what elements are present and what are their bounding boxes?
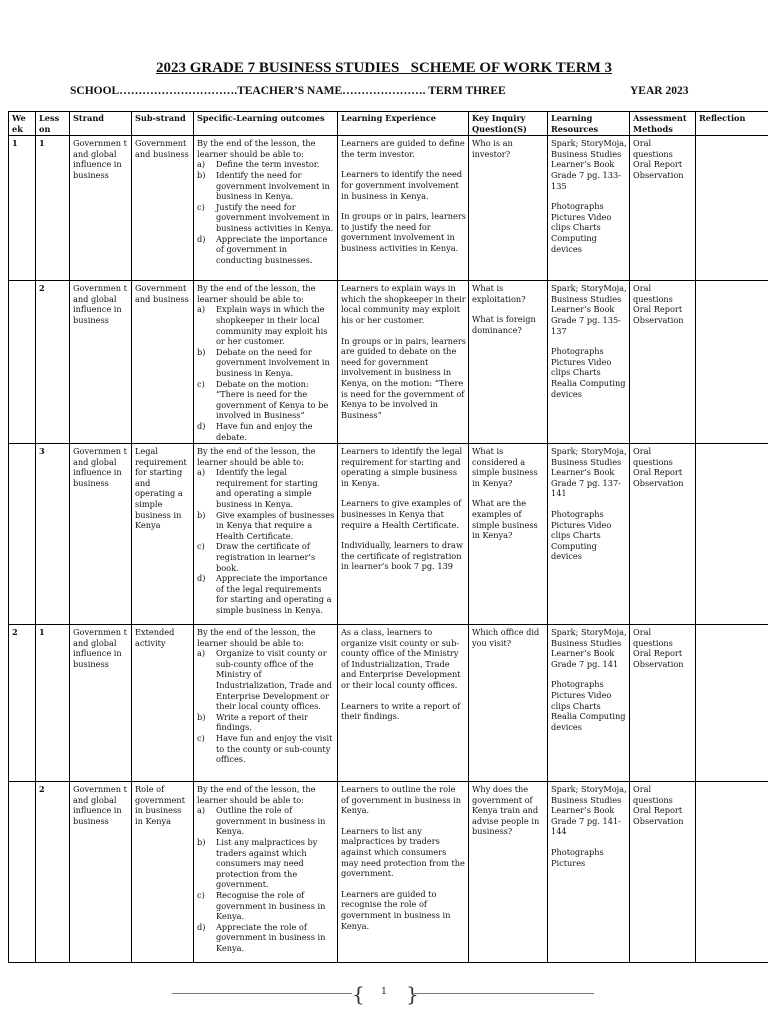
experience-cell — [338, 444, 469, 625]
outcome-marker: d) — [197, 233, 206, 244]
outcome-item — [197, 922, 335, 954]
assessment-cell: Oral questions Oral Report Observation — [630, 136, 696, 281]
resources-cell-paragraph: Photographs Pictures Video clips Charts Realia Computing devices — [551, 679, 626, 732]
reflection-cell — [696, 782, 768, 963]
outcome-marker: c) — [197, 378, 205, 389]
assessment-cell: Oral questions Oral Report Observation — [630, 625, 696, 782]
strand-cell: Governmen t and global influence in business — [70, 281, 132, 444]
outcome-text: Identify the legal requirement for starting and operating a simple business in Kenya. — [216, 467, 318, 510]
lesson-cell: 2 — [36, 281, 70, 444]
outcome-text: Appreciate the importance of the legal requirements for starting and operating a simple business in Kenya. — [216, 573, 332, 615]
footer-brace-right: } — [406, 982, 419, 1006]
inquiry-question-cell-paragraph: What is foreign dominance? — [472, 314, 536, 335]
outcomes-cell — [194, 782, 338, 963]
week-cell: 1 — [9, 136, 36, 281]
experience-cell-paragraph: Learners are guided to define the term investor. — [341, 138, 465, 159]
year-label: YEAR 2023 — [630, 85, 689, 97]
outcome-text: Give examples of businesses in Kenya that require a Health Certificate. — [216, 509, 335, 541]
outcome-item — [197, 170, 335, 202]
substrand-cell: Role of government in business in Kenya — [132, 782, 194, 963]
table-row — [9, 444, 768, 625]
column-header-outcomes: Specific-Learning outcomes — [194, 112, 338, 136]
experience-cell-paragraph: As a class, learners to organize visit county or sub-county office of the Ministry of Industrialization, Trade and Enterprise Development or their local county offices. — [341, 627, 461, 691]
resources-cell-paragraph: Photographs Pictures Video clips Charts Realia Computing devices — [551, 346, 626, 399]
outcome-item — [197, 159, 335, 170]
outcome-text: Justify the need for government involvement in business activities in Kenya. — [216, 201, 334, 233]
experience-cell-paragraph: Individually, learners to draw the certificate of registration in learner’s book 7 pg. 139 — [341, 540, 463, 572]
outcome-marker: a) — [197, 467, 206, 478]
week-cell — [9, 281, 36, 444]
outcome-marker: c) — [197, 541, 205, 552]
outcome-item — [197, 421, 335, 442]
strand-cell: Governmen t and global influence in business — [70, 136, 132, 281]
outcome-item — [197, 467, 335, 509]
strand-cell: Governmen t and global influence in business — [70, 625, 132, 782]
inquiry-question-cell — [469, 625, 548, 782]
outcome-marker: a) — [197, 304, 206, 315]
column-header-resources: Learning Resources — [548, 112, 630, 136]
outcome-item — [197, 712, 335, 733]
outcome-marker: d) — [197, 921, 206, 932]
inquiry-question-cell — [469, 782, 548, 963]
footer-brace-left: { — [352, 982, 365, 1006]
experience-cell-paragraph: Learners to list any malpractices by traders against which consumers may need protection from the government. — [341, 825, 465, 879]
outcome-text: Draw the certificate of registration in learner’s book. — [216, 541, 316, 573]
inquiry-question-cell-paragraph: What is exploitation? — [472, 283, 526, 304]
experience-cell-paragraph: Learners to write a report of their findings. — [341, 700, 461, 722]
column-header-reflection: Reflection — [696, 112, 768, 136]
outcomes-list — [197, 467, 335, 615]
outcome-text: Write a report of their findings. — [216, 711, 309, 733]
column-header-lesson: Less on — [36, 112, 70, 136]
outcomes-intro: By the end of the lesson, the learner should be able to: — [197, 138, 316, 159]
outcome-marker: a) — [197, 648, 206, 659]
outcomes-intro: By the end of the lesson, the learner should be able to: — [197, 446, 316, 467]
table-row — [9, 281, 768, 444]
outcomes-list — [197, 304, 335, 442]
reflection-cell — [696, 625, 768, 782]
strand-cell: Governmen t and global influence in business — [70, 782, 132, 963]
footer-rule-right — [414, 993, 594, 994]
inquiry-question-cell-paragraph: Why does the government of Kenya train and advise people in business? — [472, 784, 540, 837]
outcome-text: Appreciate the importance of government in conducting businesses. — [216, 233, 328, 265]
outcomes-cell — [194, 625, 338, 782]
resources-cell-paragraph: Spark; StoryMoja, Business Studies Learner’s Book Grade 7 pg. 135-137 — [551, 283, 627, 336]
table-header-row — [9, 112, 768, 136]
outcome-text: Have fun and enjoy the visit to the county or sub-county offices. — [216, 733, 333, 765]
outcome-marker: d) — [197, 420, 206, 431]
outcome-text: Debate on the motion: “There is need for the government of Kenya to be involved in Business” — [216, 378, 329, 421]
outcome-text: Recognise the role of government in business in Kenya. — [216, 890, 326, 922]
outcomes-cell — [194, 136, 338, 281]
column-header-experience: Learning Experience — [338, 112, 469, 136]
column-header-questions: Key Inquiry Question(S) — [469, 112, 548, 136]
lesson-cell: 2 — [36, 782, 70, 963]
inquiry-question-cell-paragraph: What is considered a simple business in Kenya? — [472, 446, 538, 488]
substrand-cell: Extended activity — [132, 625, 194, 782]
experience-cell-paragraph: In groups or in pairs, learners to justify the need for government involvement in business activities in Kenya. — [341, 211, 467, 253]
column-header-substrand: Sub-strand — [132, 112, 194, 136]
outcomes-list — [197, 805, 335, 953]
experience-cell-paragraph: Learners to outline the role of government in business in Kenya. — [341, 784, 462, 816]
week-cell: 2 — [9, 625, 36, 782]
resources-cell — [548, 136, 630, 281]
outcome-item — [197, 379, 335, 421]
resources-cell-paragraph: Spark; StoryMoja, Business Studies Learner’s Book Grade 7 pg. 141-144 — [551, 784, 627, 837]
outcomes-intro: By the end of the lesson, the learner should be able to: — [197, 283, 316, 304]
table-row — [9, 136, 768, 281]
outcomes-cell — [194, 444, 338, 625]
scheme-of-work-table — [8, 111, 768, 963]
experience-cell — [338, 281, 469, 444]
resources-cell-paragraph: Photographs Pictures — [551, 847, 604, 868]
resources-cell-paragraph: Photographs Pictures Video clips Charts Computing devices — [551, 201, 612, 254]
experience-cell-paragraph: Learners to give examples of businesses in Kenya that require a Health Certificate. — [341, 498, 462, 530]
outcomes-list — [197, 648, 335, 765]
outcome-item — [197, 234, 335, 266]
outcome-marker: b) — [197, 711, 206, 722]
outcome-text: Explain ways in which the shopkeeper in their local community may exploit his or her customer. — [216, 304, 328, 347]
outcomes-intro: By the end of the lesson, the learner should be able to: — [197, 784, 316, 805]
outcome-text: Define the term investor. — [216, 159, 320, 170]
outcome-item — [197, 648, 335, 712]
experience-cell-paragraph: Learners to explain ways in which the shopkeeper in their local community may exploit his or her customer. — [341, 283, 466, 325]
outcome-marker: b) — [197, 346, 206, 357]
outcome-item — [197, 202, 335, 234]
column-header-assessment: Assessment Methods — [630, 112, 696, 136]
lesson-cell: 3 — [36, 444, 70, 625]
outcome-item — [197, 510, 335, 542]
assessment-cell: Oral questions Oral Report Observation — [630, 281, 696, 444]
experience-cell — [338, 625, 469, 782]
resources-cell — [548, 281, 630, 444]
resources-cell-paragraph: Photographs Pictures Video clips Charts Computing devices — [551, 509, 612, 562]
table-row — [9, 782, 768, 963]
outcome-item — [197, 733, 335, 765]
column-header-week: We ek — [9, 112, 36, 136]
outcome-item — [197, 541, 335, 573]
resources-cell-paragraph: Spark; StoryMoja, Business Studies Learner’s Book Grade 7 pg. 141 — [551, 627, 627, 669]
inquiry-question-cell-paragraph: Which office did you visit? — [472, 627, 540, 648]
outcome-marker: b) — [197, 169, 206, 180]
table-row — [9, 625, 768, 782]
substrand-cell: Government and business — [132, 136, 194, 281]
week-cell — [9, 444, 36, 625]
page-number: 1 — [381, 987, 387, 997]
outcome-marker: c) — [197, 890, 205, 901]
outcome-item — [197, 304, 335, 346]
outcome-marker: b) — [197, 837, 206, 848]
outcome-item — [197, 837, 335, 890]
outcome-text: Organize to visit county or sub-county office of the Ministry of Industrialization, Trade and Enterprise Development or their local county offices. — [216, 648, 333, 712]
inquiry-question-cell-paragraph: What are the examples of simple business in Kenya? — [472, 498, 538, 541]
school-teacher-term-line: SCHOOL………………………….TEACHER’S NAME…………………. TERM THREE — [70, 85, 506, 97]
outcome-item — [197, 573, 335, 615]
lesson-cell: 1 — [36, 625, 70, 782]
experience-cell-paragraph: Learners are guided to recognise the role of government in business in Kenya. — [341, 888, 451, 931]
experience-cell-paragraph: Learners to identify the need for government involvement in business in Kenya. — [341, 169, 463, 201]
inquiry-question-cell — [469, 444, 548, 625]
reflection-cell — [696, 136, 768, 281]
outcome-item — [197, 805, 335, 837]
resources-cell-paragraph: Spark; StoryMoja, Business Studies Learner’s Book Grade 7 pg. 133-135 — [551, 138, 627, 191]
outcome-marker: c) — [197, 201, 205, 212]
experience-cell-paragraph: Learners to identify the legal requirement for starting and operating a simple business in Kenya. — [341, 446, 463, 488]
substrand-cell: Government and business — [132, 281, 194, 444]
assessment-cell: Oral questions Oral Report Observation — [630, 444, 696, 625]
reflection-cell — [696, 281, 768, 444]
document-title: 2023 GRADE 7 BUSINESS STUDIES SCHEME OF WORK TERM 3 — [155, 60, 613, 76]
outcomes-cell — [194, 281, 338, 444]
experience-cell-paragraph: In groups or in pairs, learners are guided to debate on the need for government involvement in business in Kenya, on the motion: “There is need for the government of Kenya to be involved in Business” — [341, 335, 467, 420]
outcome-text: List any malpractices by traders against which consumers may need protection from the government. — [216, 837, 318, 890]
outcome-text: Debate on the need for government involvement in business in Kenya. — [216, 346, 330, 378]
outcome-item — [197, 890, 335, 922]
inquiry-question-cell-paragraph: Who is an investor? — [472, 138, 513, 159]
outcome-marker: a) — [197, 159, 206, 170]
outcome-text: Outline the role of government in business in Kenya. — [216, 805, 326, 837]
outcomes-list — [197, 159, 335, 265]
experience-cell — [338, 782, 469, 963]
outcome-marker: d) — [197, 573, 206, 584]
outcome-marker: b) — [197, 509, 206, 520]
assessment-cell: Oral questions Oral Report Observation — [630, 782, 696, 963]
resources-cell — [548, 782, 630, 963]
experience-cell — [338, 136, 469, 281]
week-cell — [9, 782, 36, 963]
lesson-cell: 1 — [36, 136, 70, 281]
inquiry-question-cell — [469, 281, 548, 444]
inquiry-question-cell — [469, 136, 548, 281]
outcome-text: Have fun and enjoy the debate. — [216, 420, 313, 442]
column-header-strand: Strand — [70, 112, 132, 136]
resources-cell — [548, 444, 630, 625]
outcome-marker: a) — [197, 805, 206, 816]
outcomes-intro: By the end of the lesson, the learner should be able to: — [197, 627, 316, 648]
resources-cell — [548, 625, 630, 782]
outcome-item — [197, 347, 335, 379]
outcome-text: Identify the need for government involvement in business in Kenya. — [216, 169, 330, 202]
resources-cell-paragraph: Spark; StoryMoja, Business Studies Learner’s Book Grade 7 pg. 137-141 — [551, 446, 627, 499]
reflection-cell — [696, 444, 768, 625]
footer-rule-left — [172, 993, 352, 994]
outcome-text: Appreciate the role of government in business in Kenya. — [216, 921, 326, 953]
outcome-marker: c) — [197, 733, 205, 744]
substrand-cell: Legal requirement for starting and operating a simple business in Kenya — [132, 444, 194, 625]
strand-cell: Governmen t and global influence in business — [70, 444, 132, 625]
